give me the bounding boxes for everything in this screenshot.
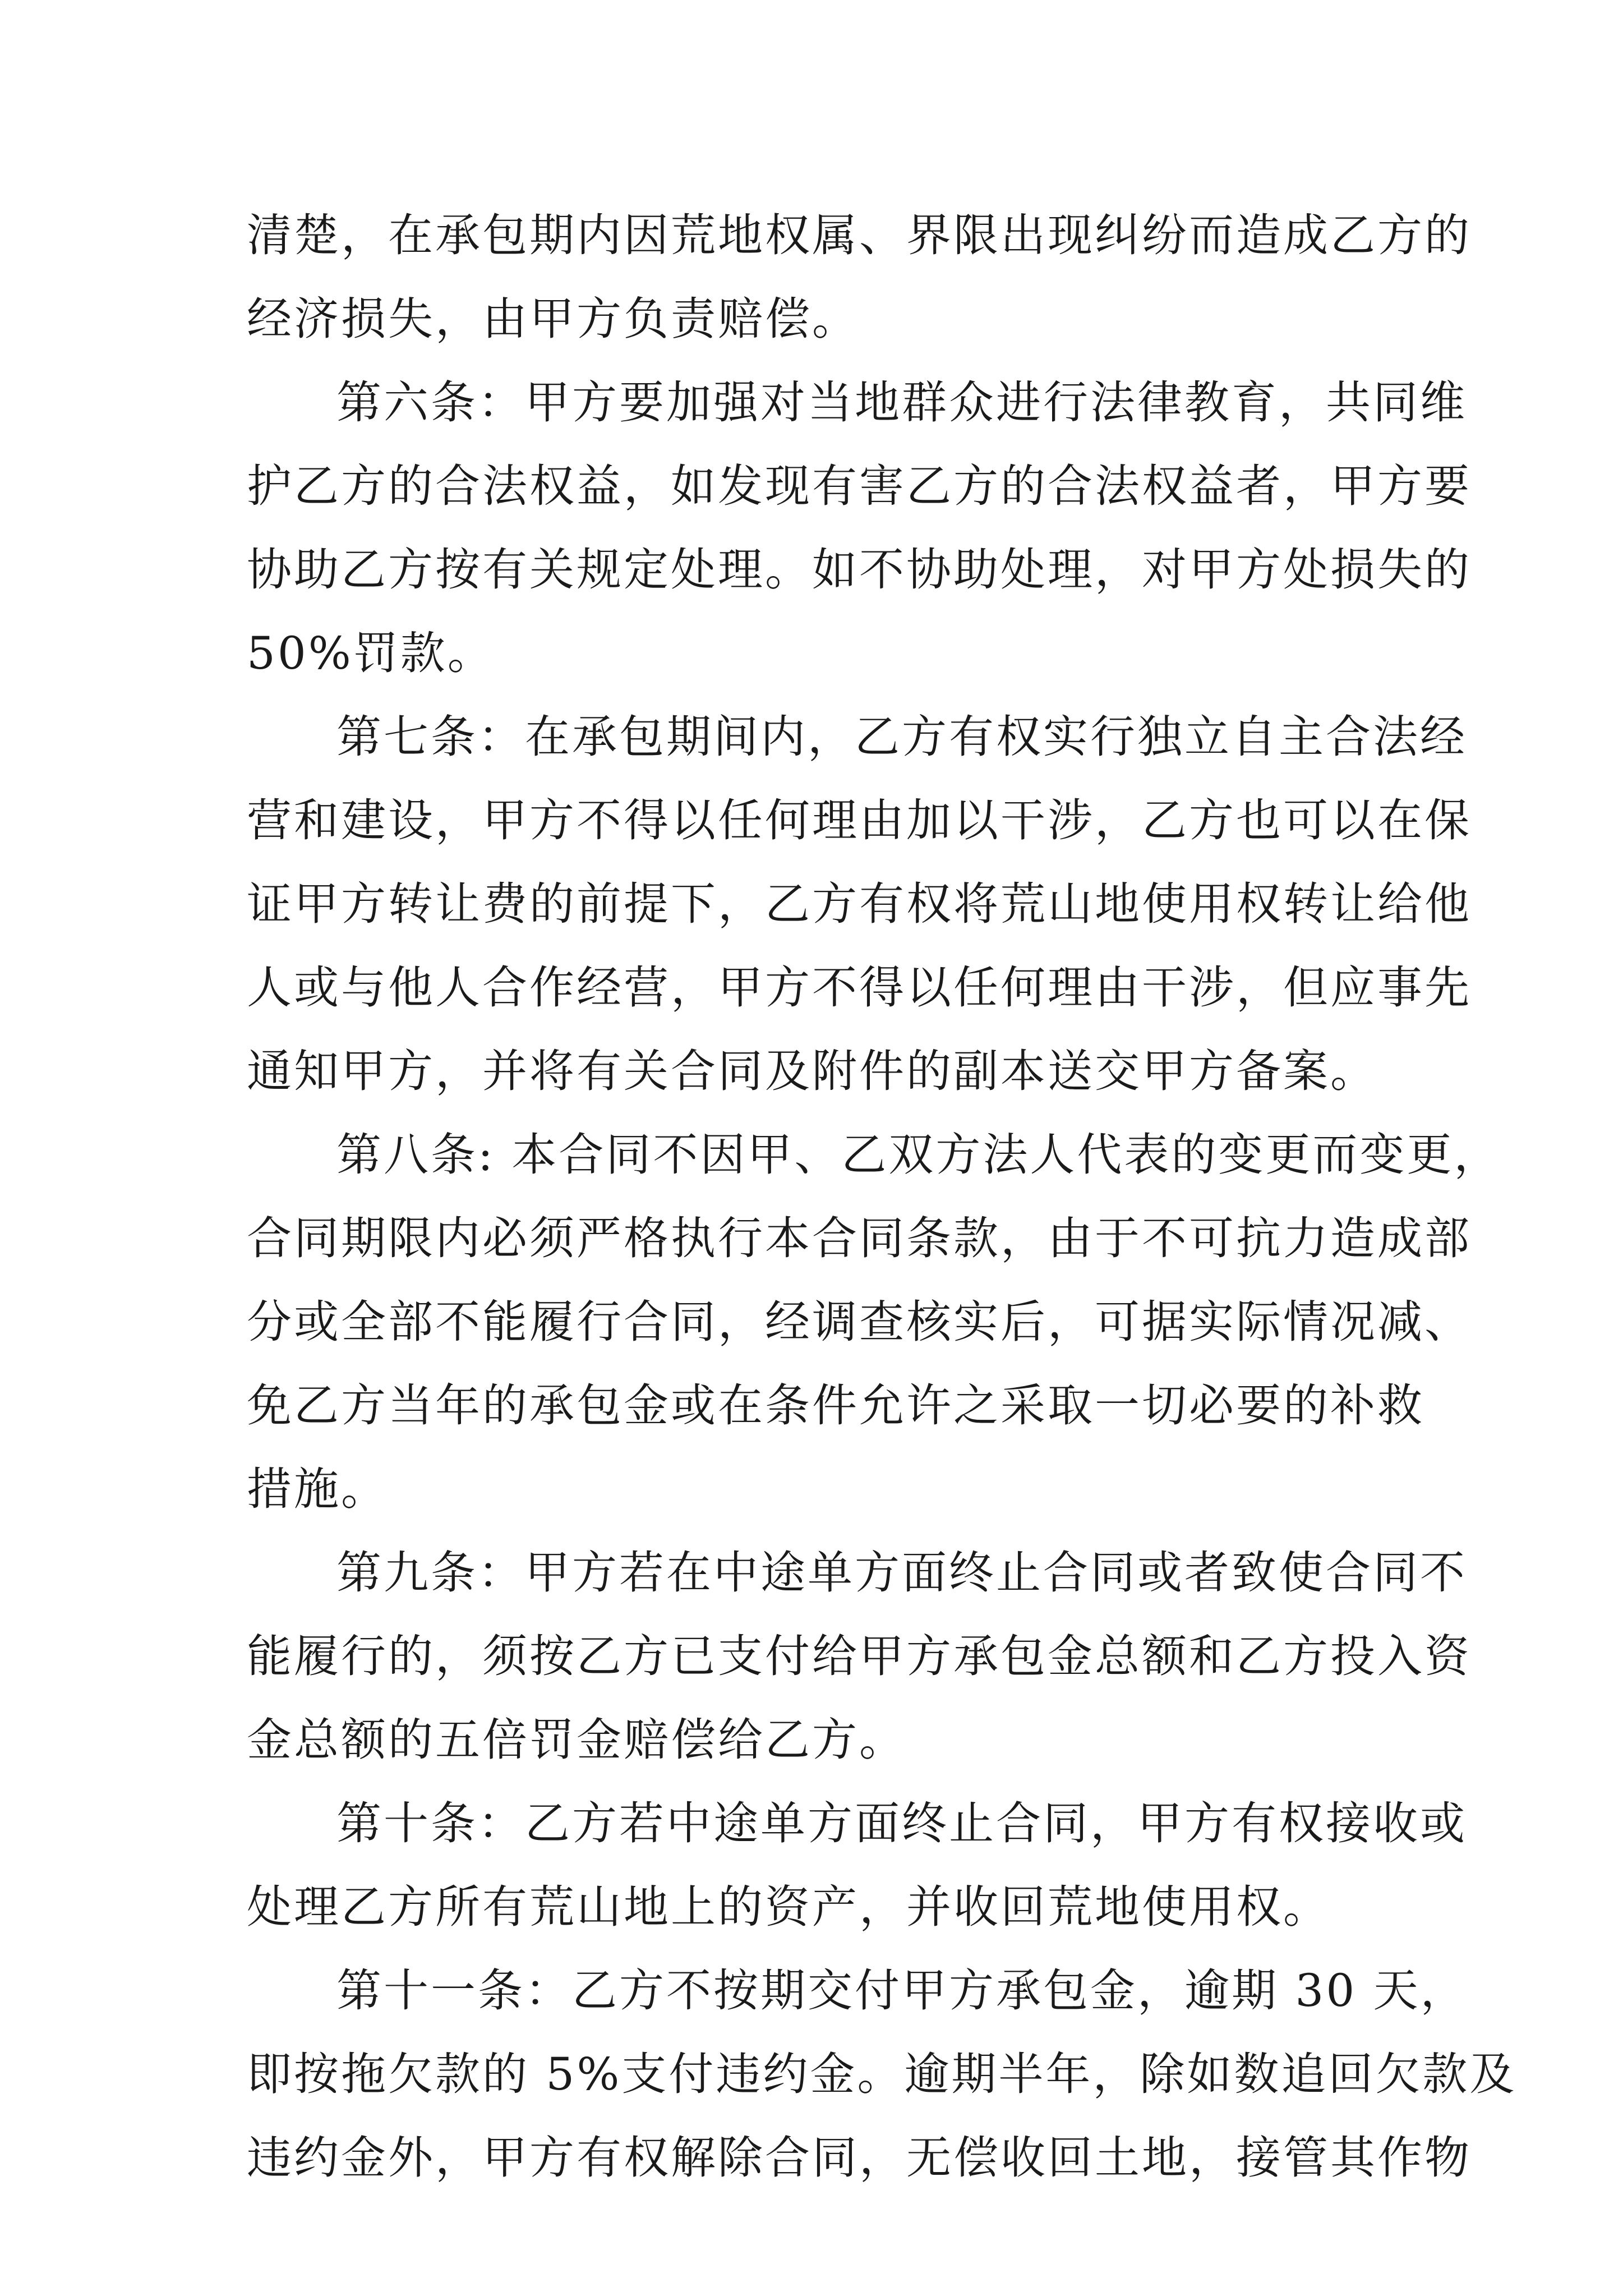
text-line: 第八条: 本合同不因甲、乙双方法人代表的变更而变更，	[336, 1129, 1501, 1181]
text-line: 护乙方的合法权益，如发现有害乙方的合法权益者，甲方要	[247, 460, 1472, 512]
text-line: 违约金外，甲方有权解除合同，无偿收回土地，接管其作物	[247, 2132, 1472, 2184]
text-line: 营和建设，甲方不得以任何理由加以干涉，乙方也可以在保	[247, 794, 1472, 846]
text-line: 协助乙方按有关规定处理。如不协助处理，对甲方处损失的	[247, 544, 1472, 596]
text-line: 处理乙方所有荒山地上的资产，并收回荒地使用权。	[247, 1881, 1330, 1933]
text-line: 通知甲方，并将有关合同及附件的副本送交甲方备案。	[247, 1045, 1377, 1097]
text-line: 分或全部不能履行合同，经调查核实后，可据实际情况减、	[247, 1296, 1472, 1348]
document-body	[247, 194, 1517, 2200]
text-line: 金总额的五倍罚金赔偿给乙方。	[247, 1714, 906, 1766]
text-line: 第六条：甲方要加强对当地群众进行法律教育，共同维	[336, 376, 1467, 429]
text-line: 措施。	[247, 1463, 388, 1515]
paragraph	[247, 361, 1472, 695]
text-line: 第七条：在承包期间内，乙方有权实行独立自主合法经	[336, 711, 1467, 763]
paragraph	[247, 1113, 1501, 1531]
paragraph	[247, 695, 1472, 1113]
text-line: 即按拖欠款的 5%支付违约金。逾期半年，除如数追回欠款及	[247, 2048, 1517, 2100]
paragraph	[247, 1531, 1472, 1782]
text-line: 免乙方当年的承包金或在条件允许之采取一切必要的补救	[247, 1379, 1424, 1432]
paragraph	[247, 1782, 1467, 1949]
text-line: 人或与他人合作经营，甲方不得以任何理由干涉，但应事先	[247, 961, 1472, 1014]
paragraph	[247, 1949, 1517, 2200]
text-line: 合同期限内必须严格执行本合同条款，由于不可抗力造成部	[247, 1212, 1472, 1264]
text-line: 第九条：甲方若在中途单方面终止合同或者致使合同不	[336, 1547, 1467, 1599]
paragraph	[247, 194, 1472, 361]
text-line: 第十一条：乙方不按期交付甲方承包金，逾期 30 天，	[336, 1964, 1468, 2017]
text-line: 第十条：乙方若中途单方面终止合同，甲方有权接收或	[336, 1797, 1467, 1849]
text-line: 能履行的，须按乙方已支付给甲方承包金总额和乙方投入资	[247, 1630, 1472, 1682]
text-line: 经济损失，由甲方负责赔偿。	[247, 293, 859, 345]
text-line: 证甲方转让费的前提下，乙方有权将荒山地使用权转让给他	[247, 878, 1472, 930]
text-line: 清楚，在承包期内因荒地权属、界限出现纠纷而造成乙方的	[247, 209, 1472, 261]
text-line: 50%罚款。	[247, 627, 495, 679]
